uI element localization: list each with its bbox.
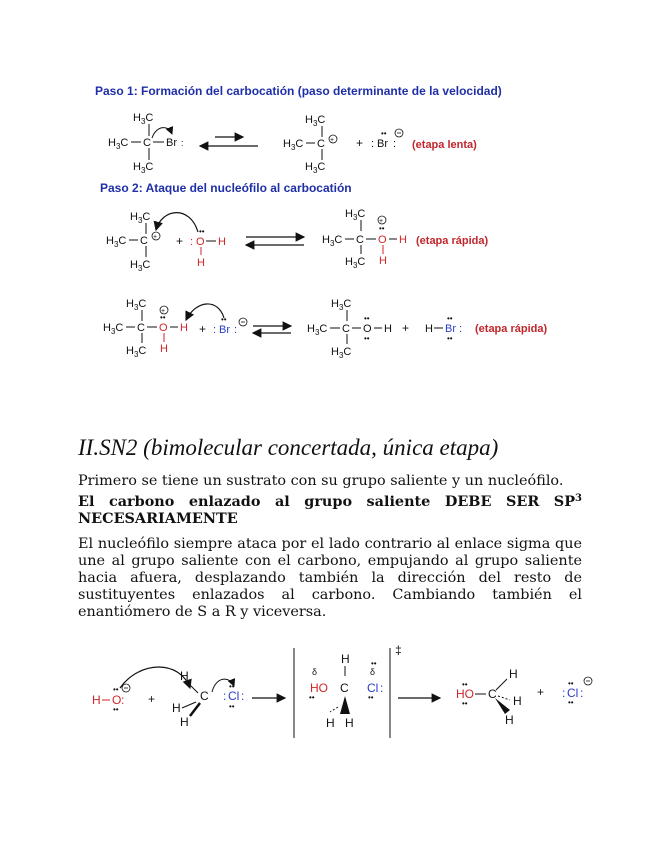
central-carbon: C bbox=[143, 137, 151, 149]
svg-text:H: H bbox=[160, 343, 168, 355]
svg-text:H: H bbox=[379, 255, 387, 267]
double-dagger: ‡ bbox=[395, 643, 402, 657]
oxonium-product bbox=[322, 208, 407, 270]
svg-text:Br: Br bbox=[445, 323, 456, 335]
chloromethane-substrate bbox=[172, 669, 244, 729]
equilibrium-arrow-3 bbox=[253, 326, 291, 333]
svg-text:••: •• bbox=[462, 699, 468, 708]
svg-text:H: H bbox=[513, 694, 522, 708]
svg-text:••: •• bbox=[229, 682, 235, 691]
svg-text:••: •• bbox=[379, 224, 385, 233]
svg-text:Br: Br bbox=[377, 138, 388, 150]
plus-sign: + bbox=[199, 322, 207, 336]
carbocation-reactant bbox=[106, 211, 160, 273]
step2-note-b: (etapa rápida) bbox=[475, 323, 548, 335]
svg-text:H3C: $H_3C$ bbox=[130, 259, 151, 273]
svg-text:H: H bbox=[92, 693, 101, 707]
sn2-mechanism-diagram bbox=[0, 640, 655, 750]
svg-text:H: H bbox=[505, 713, 514, 727]
svg-text:H: H bbox=[345, 716, 354, 730]
bromide-ion bbox=[213, 315, 247, 336]
tert-butanol-product bbox=[307, 298, 392, 360]
svg-text:H: H bbox=[399, 234, 407, 246]
svg-text:C: C bbox=[140, 235, 148, 247]
water-molecule bbox=[156, 213, 226, 269]
svg-text::: : bbox=[393, 138, 397, 150]
svg-text:H: H bbox=[509, 667, 518, 681]
svg-text:••: •• bbox=[381, 129, 387, 138]
svg-text:H: H bbox=[197, 257, 205, 269]
svg-text:C: C bbox=[137, 322, 145, 334]
svg-text:••: •• bbox=[160, 313, 166, 322]
svg-text:C: C bbox=[317, 138, 325, 150]
equilibrium-arrow-2 bbox=[246, 237, 304, 245]
svg-text:H: H bbox=[180, 322, 188, 334]
svg-text:H3C: $H_3C$ bbox=[106, 235, 127, 249]
transition-state bbox=[294, 643, 402, 738]
step1-note: (etapa lenta) bbox=[412, 139, 477, 151]
svg-text:H3C: $H_3C$ bbox=[133, 161, 154, 175]
paragraph-backside-attack: El nucleófilo siempre ataca por el lado contrario al enlace sigma que une al grupo saliente con el carbono, empujando al grupo saliente hacia afuera, desplazando también la dirección del resto de sustituyentes enlazados al carbono. Cambiando también el enantiómero de S a R y viceversa. bbox=[78, 536, 582, 620]
svg-text:H: H bbox=[326, 716, 335, 730]
tert-butyl-bromide-structure bbox=[108, 112, 184, 175]
svg-text::: : bbox=[181, 138, 184, 148]
svg-text:Cl: Cl bbox=[367, 681, 379, 695]
svg-text:H: H bbox=[180, 715, 189, 729]
svg-text:H3C: $H_3C$ bbox=[331, 298, 352, 312]
sn1-mechanism-diagram bbox=[0, 0, 655, 420]
svg-text:H: H bbox=[425, 323, 433, 335]
svg-text:H: H bbox=[172, 701, 181, 715]
svg-text:••: •• bbox=[221, 315, 227, 324]
svg-text:H3C: $H_3C$ bbox=[103, 322, 124, 336]
svg-text:HO: HO bbox=[456, 687, 474, 701]
svg-text:O: O bbox=[196, 236, 205, 248]
svg-text:O: O bbox=[112, 693, 122, 707]
svg-text:O: O bbox=[159, 322, 168, 334]
equilibrium-arrow-1 bbox=[200, 137, 258, 146]
step2-title: Paso 2: Ataque del nucleófilo al carbocatión bbox=[100, 181, 352, 195]
svg-text:••: •• bbox=[371, 659, 377, 668]
svg-text:+: + bbox=[153, 234, 158, 241]
svg-text:H3C: $H_3C$ bbox=[126, 345, 147, 359]
svg-text::: : bbox=[562, 686, 566, 700]
svg-text:H3C: $H_3C$ bbox=[283, 138, 304, 152]
svg-text:••: •• bbox=[568, 698, 574, 707]
svg-text:Cl: Cl bbox=[228, 689, 240, 703]
svg-text:••: •• bbox=[364, 334, 370, 343]
plus-sign: + bbox=[402, 321, 410, 335]
svg-text:H: H bbox=[218, 236, 226, 248]
svg-text::: : bbox=[190, 236, 194, 248]
svg-text:C: C bbox=[200, 689, 209, 703]
svg-text:••: •• bbox=[113, 685, 119, 694]
svg-text:+: + bbox=[379, 218, 384, 225]
svg-text::: : bbox=[371, 138, 375, 150]
svg-text:H3C: $H_3C$ bbox=[108, 137, 129, 151]
svg-text:H3C: $H_3C$ bbox=[331, 346, 352, 360]
svg-text::: : bbox=[121, 693, 125, 707]
paragraph-sp3-requirement: El carbono enlazado al grupo saliente DEBE SER $SP^3$ NECESARIAMENTE bbox=[78, 493, 582, 527]
svg-text:H3C: $H_3C$ bbox=[345, 208, 366, 222]
svg-text:C: C bbox=[488, 687, 497, 701]
plus-sign: + bbox=[356, 136, 364, 150]
svg-text:C: C bbox=[356, 234, 364, 246]
svg-text:H3C: $H_3C$ bbox=[307, 323, 328, 337]
svg-text:••: •• bbox=[199, 227, 205, 236]
step1-title: Paso 1: Formación del carbocatión (paso determinante de la velocidad) bbox=[95, 84, 502, 98]
svg-text::: : bbox=[223, 689, 227, 703]
step2-note-a: (etapa rápida) bbox=[416, 235, 489, 247]
plus-sign: + bbox=[176, 234, 184, 248]
svg-text::: : bbox=[241, 689, 245, 703]
svg-text:H: H bbox=[384, 323, 392, 335]
svg-text:H: H bbox=[341, 652, 350, 666]
bromine-atom: Br bbox=[166, 137, 177, 149]
carbocation-structure bbox=[283, 114, 337, 175]
plus-sign: + bbox=[537, 685, 545, 699]
svg-text:C: C bbox=[342, 323, 350, 335]
svg-text:δ: δ bbox=[370, 667, 376, 677]
svg-text:+: + bbox=[161, 308, 166, 315]
svg-text:••: •• bbox=[462, 680, 468, 689]
svg-text:••: •• bbox=[113, 705, 119, 714]
section-heading-sn2: II.SN2 (bimolecular concertada, única etapa) bbox=[78, 435, 499, 460]
svg-text:C: C bbox=[340, 681, 349, 695]
svg-text:+: + bbox=[330, 137, 335, 144]
svg-text:••: •• bbox=[368, 693, 374, 702]
svg-text:••: •• bbox=[229, 702, 235, 711]
svg-text::: : bbox=[213, 324, 217, 336]
svg-text:H3C: $H_3C$ bbox=[322, 234, 343, 248]
svg-text:••: •• bbox=[364, 314, 370, 323]
svg-text:H3C: $H_3C$ bbox=[345, 256, 366, 270]
svg-text:••: •• bbox=[309, 693, 315, 702]
svg-text::: : bbox=[380, 681, 384, 695]
svg-text:••: •• bbox=[447, 334, 453, 343]
svg-text:HO: HO bbox=[310, 681, 328, 695]
svg-text::: : bbox=[234, 324, 238, 336]
svg-text:Cl: Cl bbox=[567, 686, 579, 700]
svg-text:H3C: $H_3C$ bbox=[133, 112, 154, 126]
svg-text:δ: δ bbox=[312, 667, 318, 677]
svg-text:H3C: $H_3C$ bbox=[305, 114, 326, 128]
paragraph-substrate: Primero se tiene un sustrato con su grupo saliente y un nucleófilo. bbox=[78, 473, 564, 489]
bromide-ion bbox=[371, 129, 403, 150]
svg-text::: : bbox=[580, 686, 584, 700]
hydrogen-bromide bbox=[425, 314, 462, 343]
svg-text:O: O bbox=[378, 234, 387, 246]
svg-text::: : bbox=[459, 323, 463, 335]
methanol-product bbox=[456, 667, 522, 727]
svg-text:••: •• bbox=[447, 314, 453, 323]
svg-text:H: H bbox=[180, 669, 189, 683]
svg-text:H3C: $H_3C$ bbox=[126, 298, 147, 312]
plus-sign: + bbox=[148, 692, 156, 706]
svg-text:H3C: $H_3C$ bbox=[130, 211, 151, 225]
chloride-ion bbox=[562, 677, 592, 707]
svg-text:••: •• bbox=[568, 679, 574, 688]
svg-text:Br: Br bbox=[219, 324, 230, 336]
svg-text:H3C: $H_3C$ bbox=[305, 161, 326, 175]
svg-text:O: O bbox=[363, 323, 372, 335]
